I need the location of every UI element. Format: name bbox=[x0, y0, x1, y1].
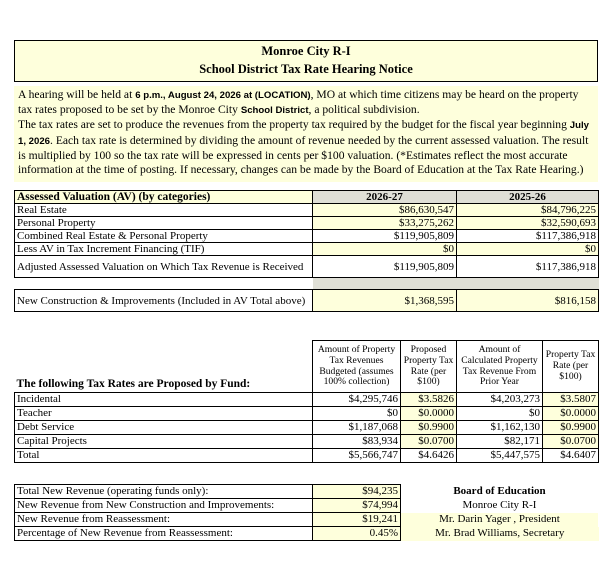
assessed-valuation-table bbox=[14, 190, 599, 312]
summary-row bbox=[15, 485, 599, 499]
tax-rates-paragraph bbox=[18, 118, 594, 177]
rates-row-debt-service bbox=[15, 421, 599, 435]
av-row-new-construction bbox=[15, 290, 599, 312]
hearing-time-location: 6 p.m., August 24, 2026 at (LOCATION) bbox=[135, 90, 311, 101]
summary-value: $94,235 bbox=[313, 485, 401, 499]
rates-row-capital-projects bbox=[15, 435, 599, 449]
fund-proposed-rate: $4.6426 bbox=[401, 449, 457, 463]
av-spacer-row bbox=[15, 278, 599, 290]
rates-title: The following Tax Rates are Proposed by Fund: bbox=[15, 341, 313, 393]
fund-prior-rate: $0.0000 bbox=[543, 407, 599, 421]
fiscal-year-date: July 1, 2026 bbox=[18, 120, 589, 147]
fund-proposed-rate: $3.5826 bbox=[401, 393, 457, 407]
fund-label: Incidental bbox=[15, 393, 313, 407]
summary-label: Total New Revenue (operating funds only): bbox=[15, 485, 313, 499]
summary-value: 0.45% bbox=[313, 527, 401, 541]
fund-label: Teacher bbox=[15, 407, 313, 421]
av-adjusted-current: $119,905,809 bbox=[313, 256, 457, 278]
summary-value: $19,241 bbox=[313, 513, 401, 527]
fund-prior-rate: $0.0700 bbox=[543, 435, 599, 449]
fund-proposed-rate: $0.9900 bbox=[401, 421, 457, 435]
notice-title: School District Tax Rate Hearing Notice bbox=[199, 62, 413, 76]
hearing-text-a: A hearing will be held at bbox=[18, 88, 136, 101]
hearing-text-c: , a political subdivision. bbox=[308, 103, 420, 117]
fund-budgeted: $0 bbox=[313, 407, 401, 421]
fund-prior-revenue: $0 bbox=[457, 407, 543, 421]
av-col-2026-27: 2026-27 bbox=[313, 191, 457, 204]
av-header-row bbox=[15, 191, 599, 204]
rates-col-proposed-rate: Proposed Property Tax Rate (per $100) bbox=[401, 341, 457, 393]
new-construction-prior: $816,158 bbox=[457, 290, 599, 312]
av-row-personal-property bbox=[15, 217, 599, 230]
av-header-label: Assessed Valuation (AV) (by categories) bbox=[15, 191, 313, 204]
fund-label: Capital Projects bbox=[15, 435, 313, 449]
summary-label: New Revenue from New Construction and Improvements: bbox=[15, 499, 313, 513]
fund-budgeted: $4,295,746 bbox=[313, 393, 401, 407]
fund-prior-revenue: $5,447,575 bbox=[457, 449, 543, 463]
av-row-adjusted bbox=[15, 256, 599, 278]
hearing-district: School District bbox=[240, 105, 309, 117]
rates-row-teacher bbox=[15, 407, 599, 421]
fund-budgeted: $5,566,747 bbox=[313, 449, 401, 463]
fund-proposed-rate: $0.0000 bbox=[401, 407, 457, 421]
av-value-prior: $32,590,693 bbox=[457, 217, 599, 230]
av-value-prior: $84,796,225 bbox=[457, 204, 599, 217]
notice-header bbox=[14, 40, 598, 82]
fund-prior-revenue: $1,162,130 bbox=[457, 421, 543, 435]
board-district: Monroe City R-I bbox=[462, 499, 537, 511]
rates-col-prior-revenue: Amount of Calculated Property Tax Revenue From Prior Year bbox=[457, 341, 543, 393]
av-col-2025-26: 2025-26 bbox=[457, 191, 599, 204]
av-value-current: $119,905,809 bbox=[313, 230, 457, 243]
summary-row bbox=[15, 513, 599, 527]
fund-budgeted: $83,934 bbox=[313, 435, 401, 449]
board-secretary: Mr. Brad Williams, Secretary bbox=[401, 527, 599, 541]
rates-text-b: . Each tax rate is determined by dividing the amount of revenue needed by the current assessed valuation. The result is multiplied by 100 so the tax rate will be expressed in cents per $100 valuation. (*Estimates reflect the most accurate information at the time of posting. If necessary, changes can be made by the Board of Education at the Tax Rate Hearing.) bbox=[18, 133, 589, 177]
summary-row bbox=[15, 527, 599, 541]
new-construction-current: $1,368,595 bbox=[313, 290, 457, 312]
summary-label: New Revenue from Reassessment: bbox=[15, 513, 313, 527]
tax-rates-table bbox=[14, 340, 599, 463]
fund-prior-rate: $4.6407 bbox=[543, 449, 599, 463]
hearing-paragraph bbox=[18, 88, 594, 118]
av-adjusted-prior: $117,386,918 bbox=[457, 256, 599, 278]
board-title: Board of Education bbox=[453, 485, 546, 497]
av-adjusted-label: Adjusted Assessed Valuation on Which Tax Revenue is Received bbox=[15, 256, 313, 278]
rates-col-budgeted: Amount of Property Tax Revenues Budgeted (assumes 100% collection) bbox=[313, 341, 401, 393]
av-row-label: Less AV in Tax Increment Financing (TIF) bbox=[15, 243, 313, 256]
av-row-combined bbox=[15, 230, 599, 243]
hearing-text-b: , MO at which time citizens may be heard on the property tax rates proposed to be set by the Monroe City bbox=[18, 88, 579, 117]
fund-label: Total bbox=[15, 449, 313, 463]
board-president: Mr. Darin Yager , President bbox=[401, 513, 599, 527]
av-value-current: $0 bbox=[313, 243, 457, 256]
fund-proposed-rate: $0.0700 bbox=[401, 435, 457, 449]
av-row-label: Combined Real Estate & Personal Property bbox=[15, 230, 313, 243]
fund-prior-revenue: $82,171 bbox=[457, 435, 543, 449]
av-value-current: $86,630,547 bbox=[313, 204, 457, 217]
rates-row-incidental bbox=[15, 393, 599, 407]
av-row-real-estate bbox=[15, 204, 599, 217]
new-construction-label: New Construction & Improvements (Included in AV Total above) bbox=[15, 290, 313, 312]
summary-label: Percentage of New Revenue from Reassessment: bbox=[15, 527, 313, 541]
district-title: Monroe City R-I bbox=[261, 44, 351, 58]
av-value-prior: $117,386,918 bbox=[457, 230, 599, 243]
av-value-current: $33,275,262 bbox=[313, 217, 457, 230]
hearing-notice-text bbox=[14, 86, 598, 182]
rates-col-prior-rate: Property Tax Rate (per $100) bbox=[543, 341, 599, 393]
av-value-prior: $0 bbox=[457, 243, 599, 256]
summary-value: $74,994 bbox=[313, 499, 401, 513]
summary-row bbox=[15, 499, 599, 513]
revenue-summary-table bbox=[14, 484, 599, 541]
fund-label: Debt Service bbox=[15, 421, 313, 435]
av-row-label: Real Estate bbox=[15, 204, 313, 217]
av-row-label: Personal Property bbox=[15, 217, 313, 230]
av-row-tif bbox=[15, 243, 599, 256]
fund-prior-revenue: $4,203,273 bbox=[457, 393, 543, 407]
rates-row-total bbox=[15, 449, 599, 463]
rates-text-a: The tax rates are set to produce the revenues from the property tax required by the budget for the fiscal year beginning bbox=[18, 118, 570, 132]
fund-prior-rate: $3.5807 bbox=[543, 393, 599, 407]
fund-budgeted: $1,187,068 bbox=[313, 421, 401, 435]
fund-prior-rate: $0.9900 bbox=[543, 421, 599, 435]
rates-header-row bbox=[15, 341, 599, 393]
